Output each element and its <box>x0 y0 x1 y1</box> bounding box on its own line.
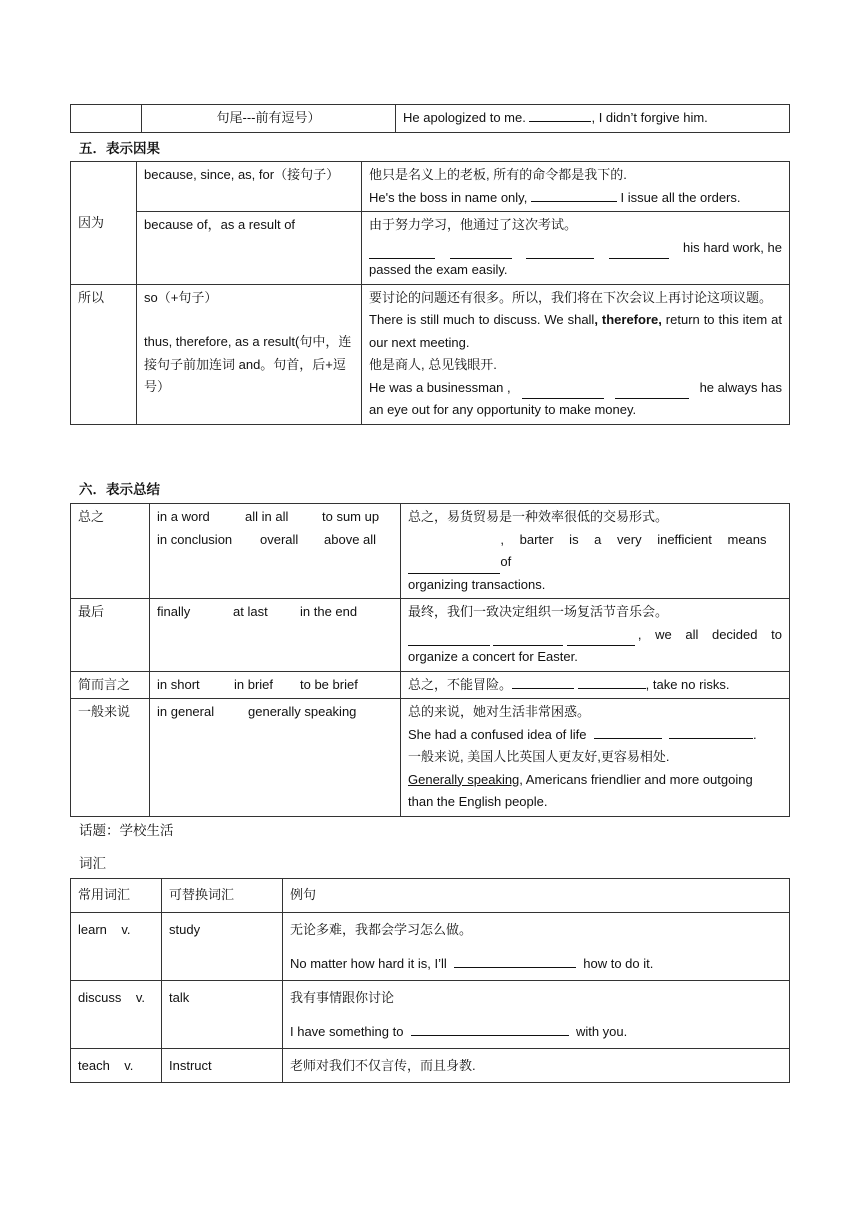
r2-words-text: because of，as a result of <box>144 217 296 232</box>
top-right-cell <box>396 105 790 133</box>
blank[interactable] <box>408 631 490 646</box>
blank[interactable] <box>454 953 576 968</box>
top-right-b: , I didn’t forgive him. <box>591 110 708 125</box>
blank[interactable] <box>594 724 662 739</box>
summary-en <box>408 529 782 574</box>
summary-words-line1 <box>157 506 393 529</box>
general-en2 <box>408 769 782 792</box>
top-mid-cell <box>142 105 396 133</box>
word: to sum up <box>322 509 380 524</box>
r2-en-c: passed the exam easily. <box>369 262 508 277</box>
blank[interactable] <box>609 244 669 259</box>
r3-cn2: 他是商人, 总见钱眼开. <box>369 357 497 372</box>
word: in brief <box>234 676 274 692</box>
r2-en <box>369 237 782 260</box>
brief-words-line <box>157 674 393 697</box>
word: all in all <box>245 509 289 524</box>
blank[interactable] <box>578 674 646 689</box>
section5-heading: 五．表示因果 <box>79 141 160 156</box>
brief-label-cell <box>71 671 150 699</box>
blank[interactable] <box>669 724 753 739</box>
r1-en <box>369 187 782 210</box>
r2-cn: 由于努力学习，他通过了这次考试。 <box>369 217 578 232</box>
blank[interactable] <box>531 187 617 202</box>
cause-effect-table <box>70 161 790 425</box>
blank[interactable] <box>567 631 635 646</box>
summary-table <box>70 503 790 817</box>
r2-words <box>137 212 362 285</box>
r3-en2 <box>369 377 782 400</box>
blank[interactable] <box>493 631 563 646</box>
general-label: 一般来说 <box>78 704 131 719</box>
vocab-example-cell <box>283 913 790 981</box>
r1-words <box>137 162 362 212</box>
finally-en-b: organize a concert for Easter. <box>408 649 578 664</box>
blank[interactable] <box>411 1021 569 1036</box>
general-en-a: She had a confused idea of life <box>408 726 587 742</box>
summary-example <box>401 504 790 599</box>
vocab-word-cell <box>71 913 162 981</box>
vocab-cn: 老师对我们不仅言传，而且身教. <box>290 1058 476 1073</box>
r3-words-a: so（+句子） <box>144 289 218 305</box>
vocab-en-a: I have something to <box>290 1023 404 1039</box>
vocab-alt-cell <box>162 1049 283 1083</box>
vocab-alt-cell <box>162 981 283 1049</box>
summary-en-a: , barter is a very inefficient means of <box>500 531 767 569</box>
r3-en1-b: , therefore, <box>594 312 662 327</box>
topic-title: 话题：学校生活 <box>79 823 174 838</box>
finally-en-a: , we all decided to <box>637 626 782 642</box>
brief-label: 简而言之 <box>78 676 131 692</box>
general-words <box>150 699 401 817</box>
r1-cn: 他只是名义上的老板, 所有的命令都是我下的. <box>369 167 627 182</box>
vocab-pos: v. <box>121 922 131 937</box>
general-example <box>401 699 790 817</box>
general-en-b: . <box>753 726 757 742</box>
blank[interactable] <box>522 384 604 399</box>
r3-en1 <box>369 309 782 354</box>
vocab-en-b: how to do it. <box>583 955 654 971</box>
vocab-alt-cell <box>162 913 283 981</box>
word: to be brief <box>300 676 358 692</box>
vocab-example-cell <box>283 981 790 1049</box>
finally-example <box>401 599 790 672</box>
brief-cn: 总之，不能冒险。 <box>408 676 513 692</box>
vocab-word-cell <box>71 981 162 1049</box>
header-alt <box>162 879 283 913</box>
word: generally speaking <box>248 704 357 719</box>
header-example <box>283 879 790 913</box>
r3-en1-c: return to this item at our next meeting. <box>369 312 782 350</box>
brief-line <box>408 674 782 697</box>
summary-cn: 总之，易货贸易是一种效率很低的交易形式。 <box>408 509 669 524</box>
r3-en2-c: an eye out for any opportunity to make money. <box>369 402 637 417</box>
vocab-title: 词汇 <box>79 856 106 871</box>
general-en <box>408 724 782 747</box>
blank[interactable] <box>512 674 574 689</box>
brief-en-a: , take no risks. <box>645 676 730 692</box>
vocab-word: discuss <box>78 990 122 1005</box>
blank[interactable] <box>369 244 435 259</box>
summary-label: 总之 <box>78 509 105 524</box>
r1-example <box>362 162 790 212</box>
word: above all <box>324 531 377 547</box>
summary-words <box>150 504 401 599</box>
vocab-en <box>290 953 782 976</box>
vocab-cn: 我有事情跟你讨论 <box>290 990 395 1005</box>
top-empty-cell <box>71 105 142 133</box>
word: in a word <box>157 509 210 524</box>
general-cn2: 一般来说, 美国人比英国人更友好,更容易相处. <box>408 749 670 764</box>
r2-example <box>362 212 790 285</box>
r3-en2-a: He was a businessman , <box>369 379 511 395</box>
r3-words <box>137 284 362 424</box>
blank[interactable] <box>450 244 512 259</box>
vocab-example-cell <box>283 1049 790 1083</box>
general-label-cell <box>71 699 150 817</box>
vocab-alt: study <box>169 922 201 937</box>
r3-example <box>362 284 790 424</box>
r3-en1-a: There is still much to discuss. We shall <box>369 312 595 327</box>
blank[interactable] <box>408 559 500 574</box>
vocab-table <box>70 878 790 1083</box>
summary-label-cell <box>71 504 150 599</box>
because-label: 因为 <box>78 214 105 230</box>
brief-words <box>150 671 401 699</box>
vocab-cn: 无论多难，我都会学习怎么做。 <box>290 922 473 937</box>
blank[interactable] <box>529 107 591 122</box>
word: in general <box>157 704 215 719</box>
word: finally <box>157 604 191 619</box>
vocab-en <box>290 1021 782 1044</box>
because-label-cell <box>71 162 137 285</box>
header-example-text: 例句 <box>290 887 317 903</box>
top-table <box>70 104 790 133</box>
vocab-alt: talk <box>169 990 190 1005</box>
summary-words-line2 <box>157 529 393 552</box>
r2-en-b: his hard work, he <box>683 239 782 255</box>
top-right-a: He apologized to me. <box>403 110 530 125</box>
r3-cn1: 要讨论的问题还有很多。所以，我们将在下次会议上再讨论这项议题。 <box>369 289 773 305</box>
word: in short <box>157 676 200 692</box>
vocab-en-b: with you. <box>575 1023 628 1039</box>
vocab-alt: Instruct <box>169 1058 212 1073</box>
general-cn: 总的来说，她对生活非常困惑。 <box>408 704 591 719</box>
finally-words-line <box>157 601 393 624</box>
finally-label: 最后 <box>78 604 105 619</box>
general-en2-c: than the English people. <box>408 794 548 809</box>
r1-en-a: He's the boss in name only, <box>369 189 531 205</box>
word: in the end <box>300 604 358 619</box>
general-en2-u: Generally speaking <box>408 771 520 787</box>
header-common <box>71 879 162 913</box>
vocab-en-a: No matter how hard it is, I’ll <box>290 955 447 971</box>
r3-words-b: thus, therefore, as a result(句中，连接句子前加连词 and。句首，后+逗号） <box>144 334 352 394</box>
vocab-word: learn <box>78 922 107 937</box>
finally-en <box>408 624 782 647</box>
vocab-word: teach <box>78 1058 110 1073</box>
finally-cn: 最终，我们一致决定组织一场复活节音乐会。 <box>408 604 669 619</box>
r1-words-text: because, since, as, for（接句子） <box>144 167 340 182</box>
r3-en2-b: he always has <box>699 379 782 395</box>
general-en2-rest: , Americans friendlier and more outgoing <box>519 771 753 787</box>
brief-example <box>401 671 790 699</box>
word: overall <box>260 531 299 547</box>
top-mid-text: 句尾---前有逗号） <box>216 110 321 125</box>
vocab-pos: v. <box>124 1058 134 1073</box>
blank[interactable] <box>615 384 689 399</box>
header-common-text: 常用词汇 <box>78 887 131 903</box>
so-label-cell <box>71 284 137 424</box>
header-alt-text: 可替换词汇 <box>169 887 235 903</box>
section6-heading: 六．表示总结 <box>79 482 160 497</box>
vocab-word-cell <box>71 1049 162 1083</box>
general-words-line <box>157 701 393 724</box>
so-label: 所以 <box>78 289 105 305</box>
finally-words <box>150 599 401 672</box>
finally-label-cell <box>71 599 150 672</box>
word: in conclusion <box>157 531 233 547</box>
blank[interactable] <box>526 244 594 259</box>
vocab-pos: v. <box>135 990 145 1005</box>
word: at last <box>233 604 268 619</box>
r1-en-b: I issue all the orders. <box>616 189 741 205</box>
summary-en-b: organizing transactions. <box>408 576 546 592</box>
